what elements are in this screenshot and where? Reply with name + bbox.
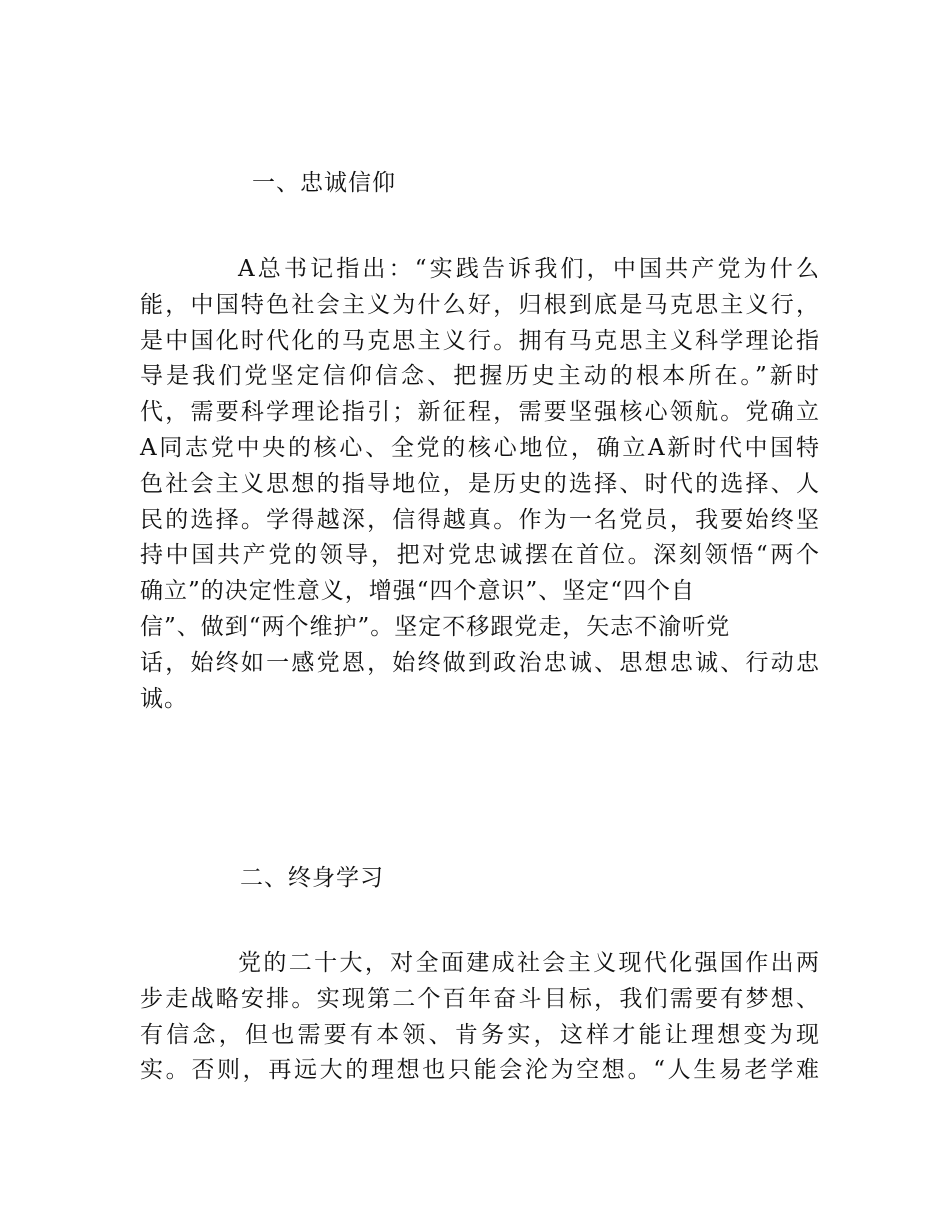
paragraph-line: 能，中国特色社会主义为什么好，归根到底是马克思主义行， (140, 291, 820, 318)
paragraph-learning (140, 946, 820, 1089)
paragraph-line: A同志党中央的核心、全党的核心地位，确立A新时代中国特 (140, 434, 820, 461)
paragraph-line: 导是我们党坚定信仰信念、把握历史主动的根本所在。”新时 (140, 363, 820, 390)
section-heading-loyalty: 一、忠诚信仰 (252, 170, 396, 196)
paragraph-line: 是中国化时代化的马克思主义行。拥有马克思主义科学理论指 (140, 327, 820, 354)
paragraph-line: 党的二十大，对全面建成社会主义现代化强国作出两 (238, 950, 820, 976)
paragraph-loyalty (140, 252, 820, 717)
paragraph-line: 诚。 (140, 685, 188, 712)
paragraph-line: A总书记指出：“实践告诉我们，中国共产党为什么 (238, 256, 820, 282)
paragraph-line: 步走战略安排。实现第二个百年奋斗目标，我们需要有梦想、 (140, 985, 820, 1012)
paragraph-line: 实。否则，再远大的理想也只能会沦为空想。“人生易老学难 (140, 1057, 820, 1084)
paragraph-line: 确立”的决定性意义，增强“四个意识”、坚定“四个自 (140, 578, 696, 605)
paragraph-line: 民的选择。学得越深，信得越真。作为一名党员，我要始终坚 (140, 506, 820, 533)
paragraph-line: 信”、做到“两个维护”。坚定不移跟党走，矢志不渝听党 (140, 613, 731, 640)
paragraph-line: 代，需要科学理论指引；新征程，需要坚强核心领航。党确立 (140, 399, 820, 426)
section-heading-learning: 二、终身学习 (240, 865, 384, 891)
paragraph-line: 有信念，但也需要有本领、肯务实，这样才能让理想变为现 (140, 1021, 820, 1048)
paragraph-line: 话，始终如一感党恩，始终做到政治忠诚、思想忠诚、行动忠 (140, 649, 820, 676)
paragraph-line: 持中国共产党的领导，把对党忠诚摆在首位。深刻领悟“两个 (140, 542, 820, 569)
paragraph-line: 色社会主义思想的指导地位，是历史的选择、时代的选择、人 (140, 470, 820, 497)
